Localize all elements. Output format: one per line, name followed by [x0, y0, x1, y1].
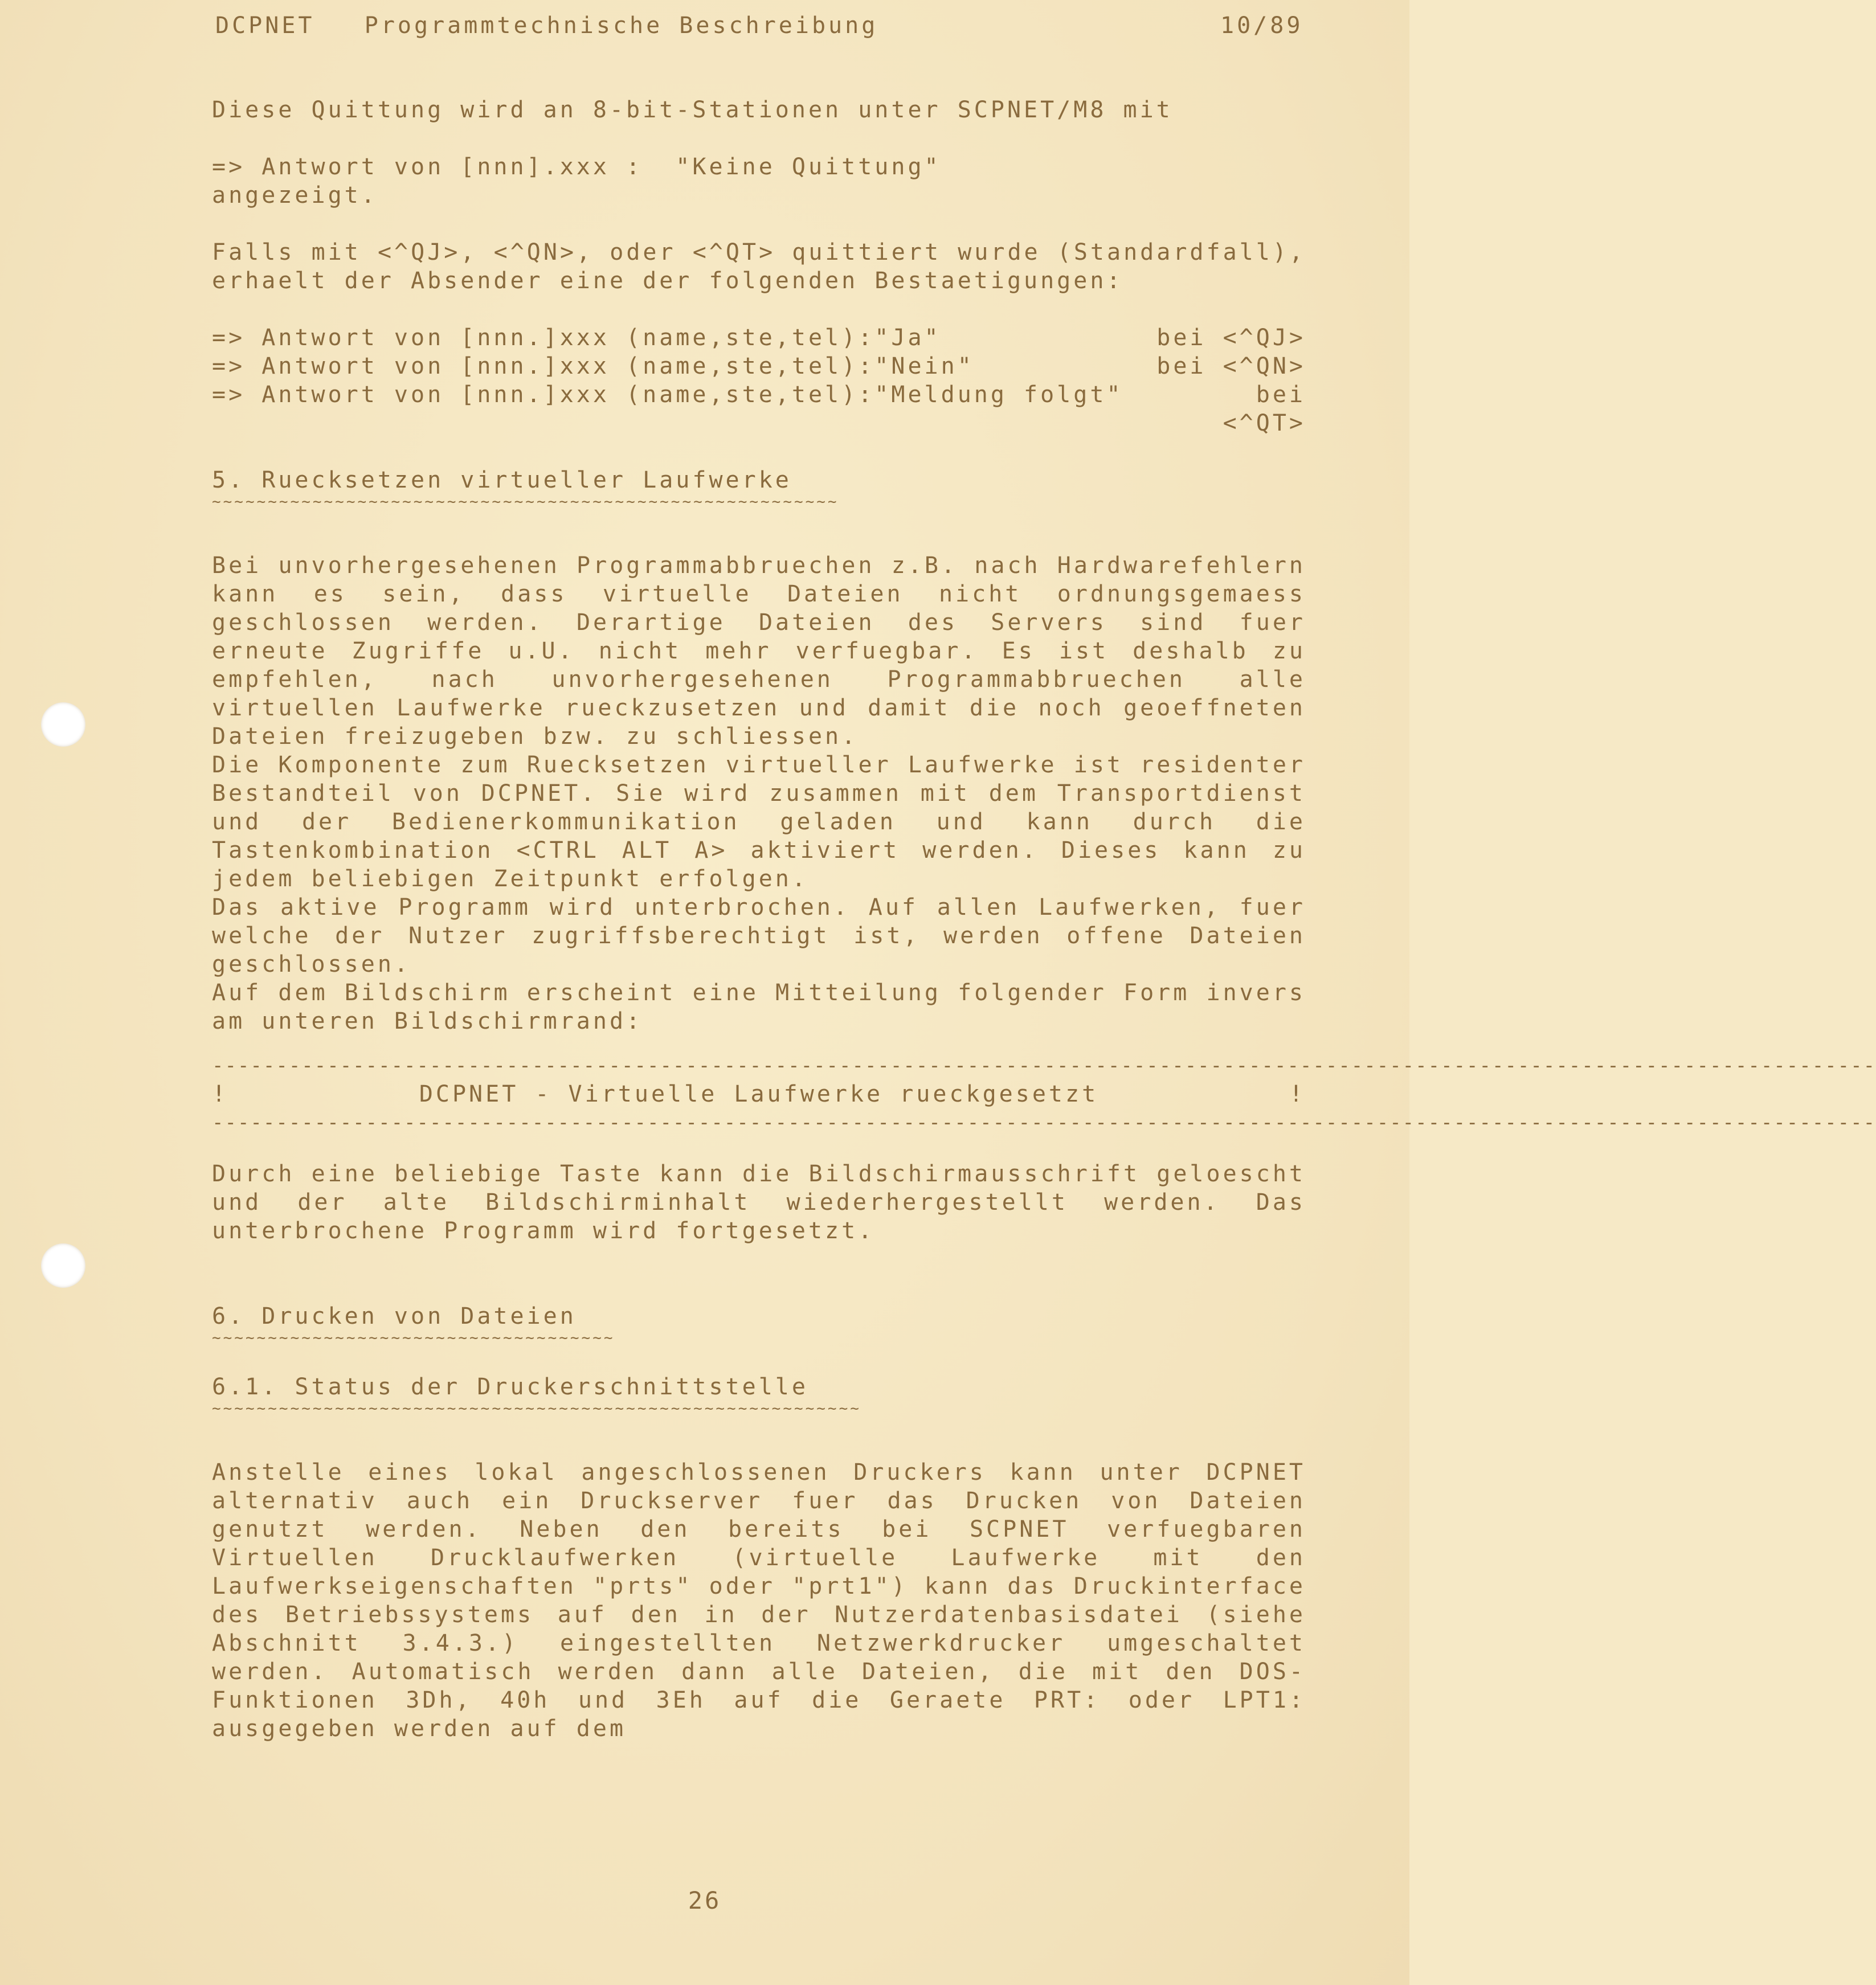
reply-tag: bei <^QJ> [1156, 325, 1306, 351]
section-5-underline: ~~~~~~~~~~~~~~~~~~~~~~~~~~~~~~~~~~~~~~~~~~~~~~~~~~~~~~~~ [212, 493, 839, 510]
reply-tag: bei [1256, 382, 1306, 408]
section-5-paragraph-2: Die Komponente zum Ruecksetzen virtueller Laufwerke ist residenter Bestandteil von DCPNET. Sie wird zusammen mit dem Transportdienst und der Bedienerkommunikation geladen und kann durch die Tastenkombination <CTRL ALT A> aktiviert werden. Dieses kann zu jedem beliebigen Zeitpunkt erfolgen. [212, 752, 1306, 892]
section-5-paragraph-5: Durch eine beliebige Taste kann die Bildschirmausschrift geloescht und der alte Bildschirminhalt wiederhergestellt werden. Das unterbrochene Programm wird fortgesetzt. [212, 1161, 1306, 1244]
reply-tag: bei <^QN> [1156, 353, 1306, 379]
intro-line-2: => Antwort von [nnn].xxx : "Keine Quittung" [212, 154, 941, 180]
reply-last-tag: <^QT> [1223, 410, 1306, 436]
section-6-heading: 6. Drucken von Dateien [212, 1303, 577, 1329]
reply-text: => Antwort von [nnn.]xxx (name,ste,tel):"Nein" [212, 353, 974, 379]
page-number: 26 [688, 1886, 722, 1914]
reply-line-nein [212, 352, 1306, 380]
message-box [212, 1075, 1306, 1113]
message-box-right-edge: ! [1289, 1081, 1306, 1107]
section-5-paragraph-1: Bei unvorhergesehenen Programmabbruechen z.B. nach Hardwarefehlern kann es sein, dass virtuelle Dateien nicht ordnungsgemaess geschlossen werden. Derartige Dateien des Servers sind fuer erneute Zugriffe u.U. nicht mehr verfuegbar. Es ist deshalb zu empfehlen, nach unvorhergesehenen Programmabbruechen alle virtuellen Laufwerke rueckzusetzen und damit die noch geoeffneten Dateien freizugeben bzw. zu schliessen. [212, 552, 1306, 750]
punch-hole-upper [41, 702, 85, 747]
section-6-1-heading: 6.1. Status der Druckerschnittstelle [212, 1374, 808, 1400]
section-5-heading: 5. Ruecksetzen virtueller Laufwerke [212, 467, 792, 493]
falls-paragraph: Falls mit <^QJ>, <^QN>, oder <^QT> quittiert wurde (Standardfall), erhaelt der Absender eine der folgenden Bestaetigungen: [212, 239, 1306, 294]
section-6-1-underline: ~~~~~~~~~~~~~~~~~~~~~~~~~~~~~~~~~~~~~~~~~~~~~~~~~~~~~~~~~~ [212, 1400, 861, 1417]
message-box-bottom-border: ---------------------------------------------------------------------------------------------------------------------------------- [212, 1111, 1876, 1134]
intro-line-1: Diese Quittung wird an 8-bit-Stationen unter SCPNET/M8 mit [212, 97, 1173, 123]
reply-line-ja [212, 324, 1306, 352]
reply-line-meldung [212, 380, 1306, 409]
section-5-paragraph-3: Das aktive Programm wird unterbrochen. Auf allen Laufwerken, fuer welche der Nutzer zugriffsberechtigt ist, werden offene Dateien geschlossen. [212, 894, 1306, 977]
section-6-underline: ~~~~~~~~~~~~~~~~~~~~~~~~~~~~~~~~~~~~ [212, 1329, 615, 1346]
section-6-1-paragraph: Anstelle eines lokal angeschlossenen Druckers kann unter DCPNET alternativ auch ein Druckserver fuer das Drucken von Dateien genutzt werden. Neben den bereits bei SCPNET verfuegbaren Virtuellen Drucklaufwerken (virtuelle Laufwerke mit den Laufwerkseigenschaften "prts" oder "prt1") kann das Druckinterface des Betriebssystems auf den in der Nutzerdatenbasisdatei (siehe Abschnitt 3.4.3.) eingestellten Netzwerkdrucker umgeschaltet werden. Automatisch werden dann alle Dateien, die mit den DOS-Funktionen 3Dh, 40h und 3Eh auf die Geraete PRT: oder LPT1: ausgegeben werden auf dem [212, 1459, 1306, 1742]
document-body [212, 96, 1876, 1743]
intro-line-3: angezeigt. [212, 182, 378, 208]
message-box-left-edge: ! [212, 1081, 229, 1107]
running-header-date: 10/89 [1220, 13, 1303, 39]
reply-text: => Antwort von [nnn.]xxx (name,ste,tel):"Ja" [212, 325, 941, 351]
message-box-text: DCPNET - Virtuelle Laufwerke rueckgesetzt [419, 1081, 1099, 1107]
message-box-top-border: ---------------------------------------------------------------------------------------------------------------------------------- [212, 1054, 1876, 1077]
section-5-paragraph-4: Auf dem Bildschirm erscheint eine Mitteilung folgender Form invers am unteren Bildschirmrand: [212, 980, 1306, 1034]
punch-hole-lower [41, 1243, 85, 1288]
running-header-title: DCPNET Programmtechnische Beschreibung [215, 13, 878, 39]
reply-text: => Antwort von [nnn.]xxx (name,ste,tel):"Meldung folgt" [212, 382, 1123, 408]
